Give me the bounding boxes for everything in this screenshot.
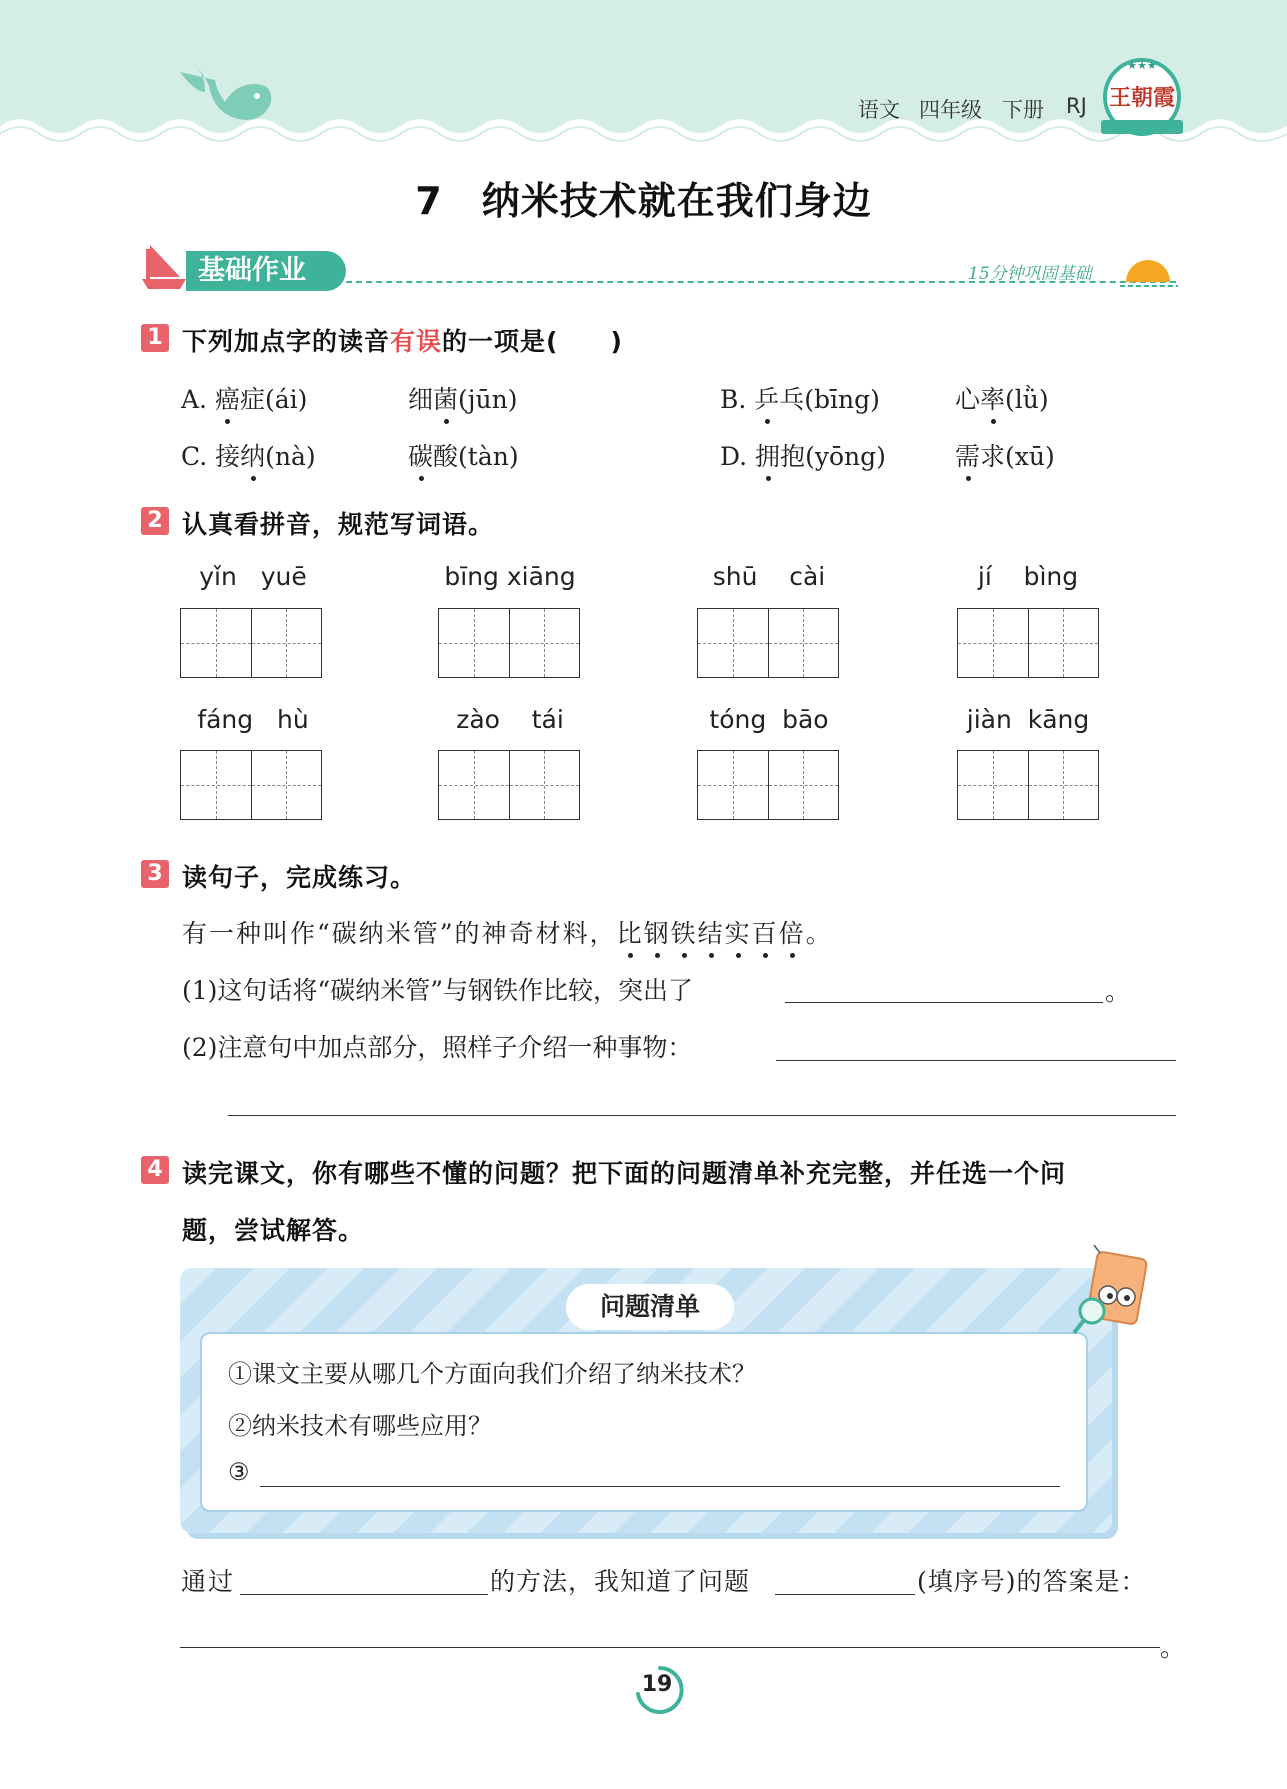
section-subtitle: 15分钟巩固基础 [968, 264, 1092, 284]
answer-blank[interactable] [228, 1115, 1176, 1116]
question-3-text: 读句子，完成练习。 [182, 863, 417, 892]
option-d2: 需求(xū) [955, 437, 1055, 473]
writing-grid[interactable] [438, 750, 580, 820]
option-c1: C. 接纳(nà) [181, 437, 316, 473]
answer-blank[interactable] [785, 1002, 1103, 1003]
pinyin-label: bīng xiāng [444, 562, 576, 591]
answer-middle: 的方法，我知道了问题 [490, 1567, 751, 1596]
question-2-text: 认真看拼音，规范写词语。 [182, 510, 495, 539]
answer-blank[interactable] [240, 1594, 488, 1595]
answer-end: 。 [1160, 1633, 1186, 1662]
section-tag: 基础作业 [186, 251, 346, 291]
book-mascot-icon [1070, 1245, 1160, 1345]
option-a2: 细菌(jūn) [408, 380, 518, 416]
question-number: 3 [141, 860, 169, 888]
subject-label: 语文 [858, 98, 900, 122]
pinyin-label: jí bìng [977, 562, 1079, 591]
option-b2: 心率(lǜ) [955, 380, 1049, 416]
volume-label: 下册 [1002, 98, 1044, 122]
answer-suffix: (填序号)的答案是： [917, 1567, 1147, 1596]
answer-prefix: 通过 [181, 1567, 236, 1596]
grade-label: 四年级 [919, 98, 982, 122]
question-list-item: ②纳米技术有哪些应用？ [228, 1412, 492, 1440]
edition-label: RJ [1066, 94, 1087, 118]
sailboat-icon [140, 243, 190, 291]
question-number: 2 [141, 507, 169, 535]
whale-icon [175, 62, 275, 132]
pinyin-label: shū cài [712, 562, 826, 591]
pinyin-label: fáng hù [197, 705, 309, 734]
answer-blank[interactable] [776, 1060, 1176, 1061]
pinyin-label: tóng bāo [709, 705, 829, 734]
pinyin-label: jiàn kāng [966, 705, 1090, 734]
brand-name: 王朝霞 [1108, 85, 1175, 111]
option-d1: D. 拥抱(yōng) [720, 437, 886, 473]
answer-blank[interactable] [180, 1647, 1160, 1648]
dotted-phrase: 比钢铁结实百倍 [617, 919, 806, 948]
answer-blank[interactable] [775, 1594, 915, 1595]
question-list-title: 问题清单 [566, 1284, 734, 1330]
writing-grid[interactable] [697, 608, 839, 678]
ribbon-decoration [1101, 120, 1183, 134]
writing-grid[interactable] [438, 608, 580, 678]
reading-sentence: 有一种叫作“碳纳米管”的神奇材料，比钢铁结实百倍。 [182, 914, 833, 950]
question-number: 4 [141, 1156, 169, 1184]
writing-grid[interactable] [957, 750, 1099, 820]
question-4-text: 读完课文，你有哪些不懂的问题？把下面的问题清单补充完整，并任选一个问 [182, 1159, 1067, 1188]
brand-logo [1103, 58, 1181, 136]
option-c2: 碳酸(tàn) [408, 437, 519, 473]
question-number: 1 [141, 324, 169, 352]
question-list-item: ③ [228, 1458, 250, 1486]
pinyin-label: zào tái [456, 705, 564, 734]
page-header [0, 0, 1287, 150]
sub-question-1: (1)这句话将“碳纳米管”与钢铁作比较，突出了 [182, 976, 693, 1005]
option-a1: A. 癌症(ái) [181, 380, 307, 416]
sub-question-2: (2)注意句中加点部分，照样子介绍一种事物： [182, 1033, 693, 1062]
pinyin-label: yǐn yuē [199, 562, 307, 591]
sunset-icon [1120, 252, 1180, 292]
page-number: 19 [641, 1672, 673, 1697]
question-4-text-continued: 题，尝试解答。 [182, 1216, 365, 1245]
question-list-item: ①课文主要从哪几个方面向我们介绍了纳米技术？ [228, 1360, 756, 1388]
question-1-text: 下列加点字的读音有误的一项是( ) [182, 327, 623, 356]
question-list-panel [200, 1332, 1088, 1512]
writing-grid[interactable] [697, 750, 839, 820]
page-title: 7 纳米技术就在我们身边 [415, 179, 872, 223]
star-icons: ★★★ [1127, 59, 1157, 72]
writing-grid[interactable] [180, 608, 322, 678]
sub-question-1-end: 。 [1105, 977, 1131, 1006]
highlight-text: 有误 [390, 327, 443, 356]
answer-blank[interactable] [260, 1486, 1060, 1487]
writing-grid[interactable] [957, 608, 1099, 678]
question-list-box [180, 1268, 1112, 1533]
writing-grid[interactable] [180, 750, 322, 820]
option-b1: B. 乒乓(bīng) [720, 380, 880, 416]
